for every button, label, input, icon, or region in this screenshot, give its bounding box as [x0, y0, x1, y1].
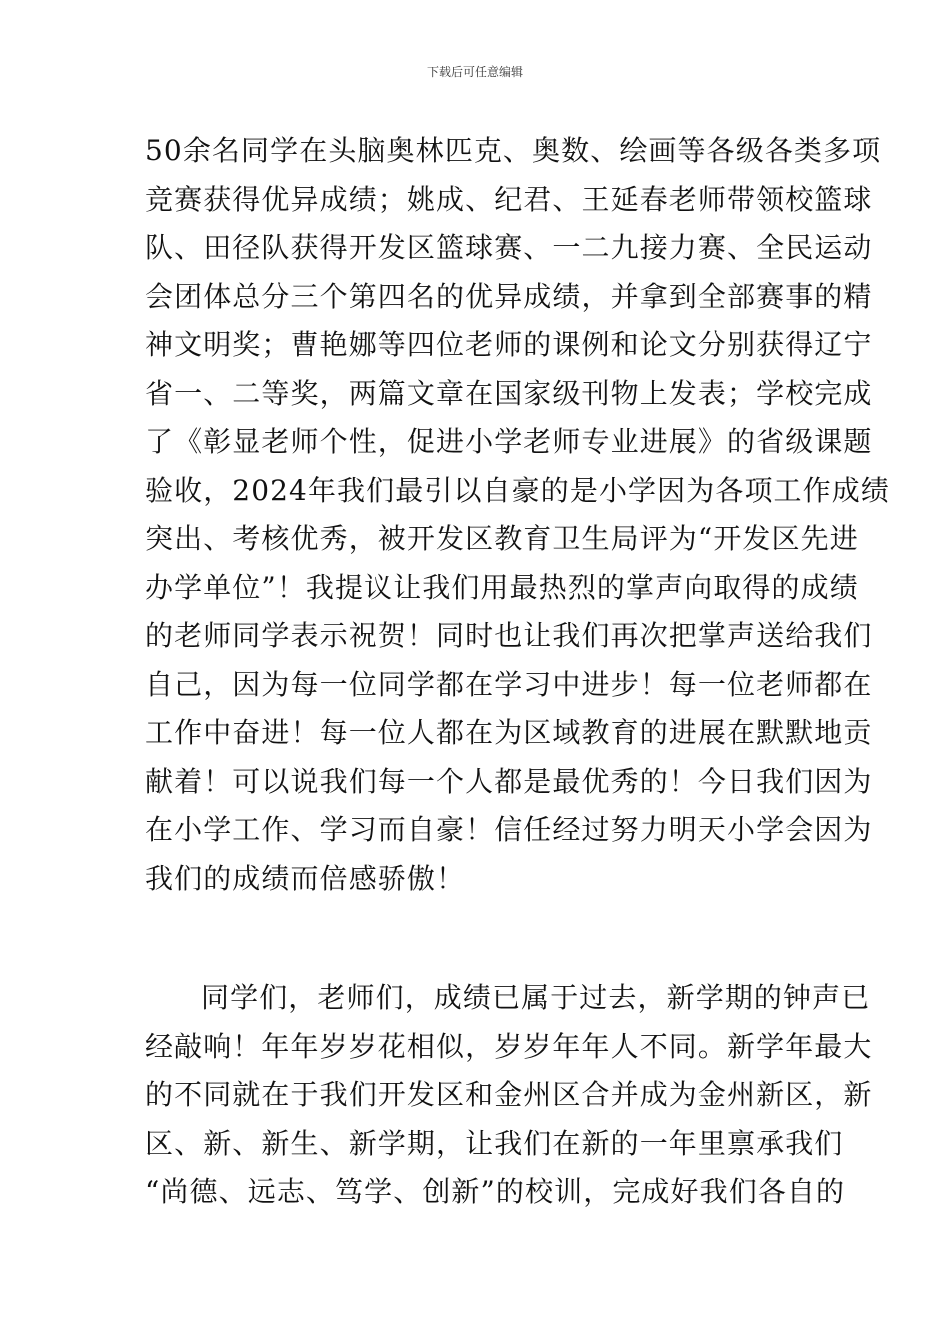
paragraph-line: 队、田径队获得开发区篮球赛、一二九接力赛、全民运动	[145, 231, 873, 264]
paragraph-line: 验收，2024年我们最引以自豪的是小学因为各项工作成绩	[145, 473, 890, 507]
paragraph-line: 办学单位”！我提议让我们用最热烈的掌声向取得的成绩	[145, 570, 859, 604]
paragraph-line: “尚德、远志、笃学、创新”的校训，完成好我们各自的	[145, 1175, 846, 1208]
paragraph-line: 在小学工作、学习而自豪！信任经过努力明天小学会因为	[145, 813, 873, 846]
paragraph-line: 的老师同学表示祝贺！同时也让我们再次把掌声送给我们	[145, 619, 873, 652]
paragraph-line: 工作中奋进！每一位人都在为区域教育的进展在默默地贡	[145, 716, 873, 749]
paragraph-2	[145, 974, 873, 1217]
paragraph-line: 了《彰显老师个性，促进小学老师专业进展》的省级课题	[145, 425, 873, 458]
paragraph-line: 神文明奖；曹艳娜等四位老师的课例和论文分别获得辽宁	[145, 328, 873, 361]
paragraph-line: 同学们，老师们，成绩已属于过去，新学期的钟声已	[201, 981, 871, 1014]
paragraph-1	[145, 127, 890, 903]
paragraph-line: 竞赛获得优异成绩；姚成、纪君、王延春老师带领校篮球	[145, 182, 873, 216]
paragraph-line: 献着！可以说我们每一个人都是最优秀的！今日我们因为	[145, 764, 873, 798]
paragraph-line: 区、新、新生、新学期，让我们在新的一年里禀承我们	[145, 1126, 844, 1160]
paragraph-line: 50余名同学在头脑奥林匹克、奥数、绘画等各级各类多项	[145, 134, 882, 167]
paragraph-line: 经敲响！年年岁岁花相似，岁岁年年人不同。新学年最大	[145, 1029, 873, 1063]
paragraph-line: 会团体总分三个第四名的优异成绩，并拿到全部赛事的精	[145, 279, 873, 313]
paragraph-line: 省一、二等奖，两篇文章在国家级刊物上发表；学校完成	[145, 376, 873, 410]
paragraph-line: 我们的成绩而倍感骄傲！	[145, 861, 466, 895]
paragraph-line: 的不同就在于我们开发区和金州区合并成为金州新区，新	[145, 1078, 873, 1111]
page-header: 下载后可任意编辑	[426, 65, 523, 79]
paragraph-line: 突出、考核优秀，被开发区教育卫生局评为“开发区先进	[145, 522, 859, 555]
paragraph-line: 自己，因为每一位同学都在学习中进步！每一位老师都在	[145, 667, 873, 701]
